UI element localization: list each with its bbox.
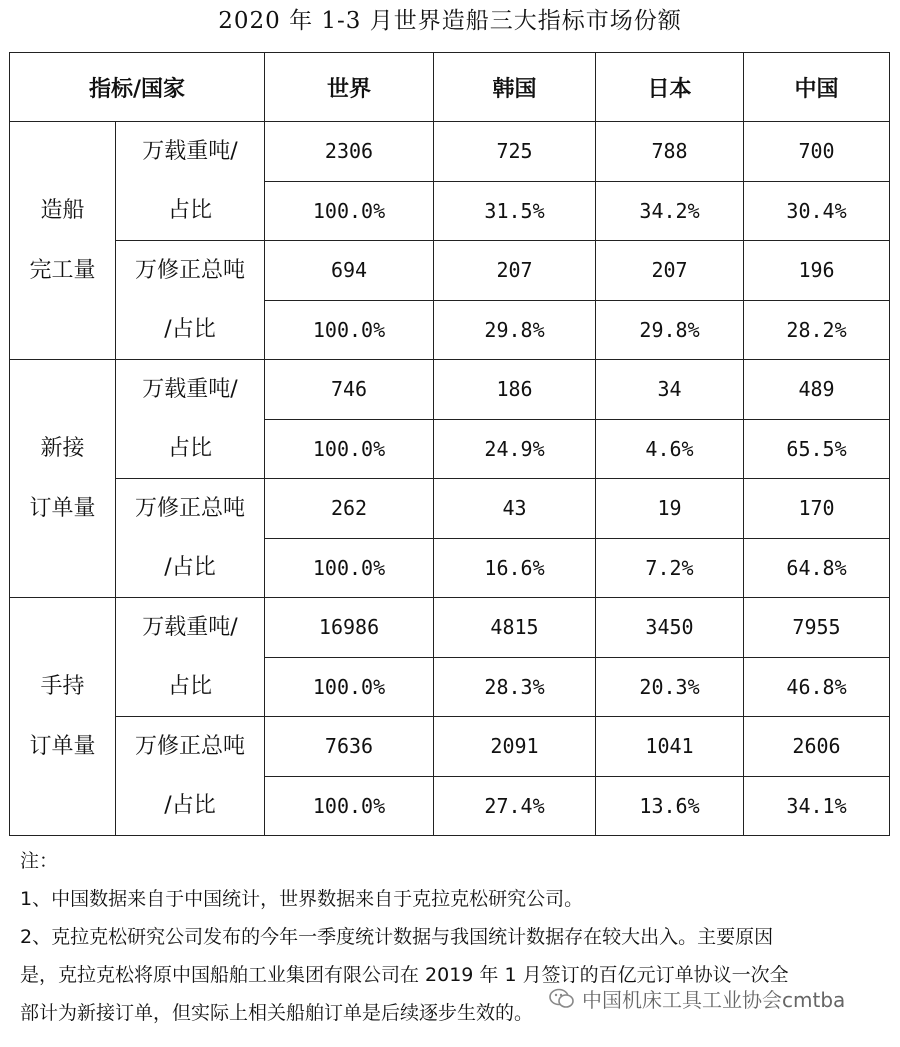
value-cell: 16986 xyxy=(265,598,434,658)
unit-label: /占比 xyxy=(164,317,216,342)
share-cell: 13.6% xyxy=(596,776,744,836)
value-cell: 4815 xyxy=(434,598,596,658)
notes-heading: 注： xyxy=(20,850,59,872)
unit-label: 万载重吨/ xyxy=(142,139,238,164)
indicator-label: 造船 xyxy=(40,197,85,223)
value-cell: 489 xyxy=(744,360,890,420)
unit-cell xyxy=(116,360,265,479)
indicator-label: 手持 xyxy=(40,673,85,699)
unit-label: 万载重吨/ xyxy=(142,615,238,640)
share-cell: 27.4% xyxy=(434,776,596,836)
note-line: 2、克拉克松研究公司发布的今年一季度统计数据与我国统计数据存在较大出入。主要原因 xyxy=(20,926,774,948)
indicator-label: 订单量 xyxy=(29,733,96,759)
value-cell: 1041 xyxy=(596,717,744,777)
table-row xyxy=(10,717,890,777)
header-indicator-country: 指标/国家 xyxy=(10,53,265,122)
wechat-logo-icon xyxy=(548,985,576,1013)
share-cell: 28.2% xyxy=(744,300,890,360)
table-row xyxy=(10,122,890,182)
value-cell: 725 xyxy=(434,122,596,182)
value-cell: 186 xyxy=(434,360,596,420)
unit-cell xyxy=(116,241,265,360)
unit-cell xyxy=(116,122,265,241)
unit-cell xyxy=(116,479,265,598)
share-cell: 24.9% xyxy=(434,419,596,479)
value-cell: 196 xyxy=(744,241,890,301)
share-cell: 29.8% xyxy=(434,300,596,360)
share-cell: 34.1% xyxy=(744,776,890,836)
table-header-row xyxy=(10,53,890,122)
table-row xyxy=(10,479,890,539)
indicator-cell xyxy=(10,360,116,598)
header-world: 世界 xyxy=(265,53,434,122)
value-cell: 207 xyxy=(596,241,744,301)
value-cell: 700 xyxy=(744,122,890,182)
share-cell: 4.6% xyxy=(596,419,744,479)
share-cell: 46.8% xyxy=(744,657,890,717)
value-cell: 19 xyxy=(596,479,744,539)
watermark-text: 中国机床工具工业协会cmtba xyxy=(582,988,846,1012)
value-cell: 262 xyxy=(265,479,434,539)
table-row xyxy=(10,360,890,420)
share-cell: 100.0% xyxy=(265,419,434,479)
unit-label: 万载重吨/ xyxy=(142,377,238,402)
value-cell: 746 xyxy=(265,360,434,420)
value-cell: 3450 xyxy=(596,598,744,658)
unit-cell xyxy=(116,598,265,717)
market-share-table xyxy=(9,52,890,836)
unit-label: 占比 xyxy=(168,436,213,461)
value-cell: 207 xyxy=(434,241,596,301)
value-cell: 7636 xyxy=(265,717,434,777)
value-cell: 34 xyxy=(596,360,744,420)
share-cell: 31.5% xyxy=(434,181,596,241)
note-line: 部计为新接订单，但实际上相关船舶订单是后续逐步生效的。 xyxy=(20,1002,534,1024)
watermark xyxy=(548,984,845,1013)
value-cell: 694 xyxy=(265,241,434,301)
value-cell: 2091 xyxy=(434,717,596,777)
unit-label: 万修正总吨 xyxy=(135,258,246,283)
indicator-label: 完工量 xyxy=(29,257,96,283)
share-cell: 65.5% xyxy=(744,419,890,479)
share-cell: 7.2% xyxy=(596,538,744,598)
header-korea: 韩国 xyxy=(434,53,596,122)
unit-label: 占比 xyxy=(168,198,213,223)
share-cell: 64.8% xyxy=(744,538,890,598)
unit-label: /占比 xyxy=(164,555,216,580)
value-cell: 43 xyxy=(434,479,596,539)
share-cell: 16.6% xyxy=(434,538,596,598)
unit-label: /占比 xyxy=(164,793,216,818)
indicator-label: 新接 xyxy=(40,435,85,461)
share-cell: 100.0% xyxy=(265,538,434,598)
unit-label: 占比 xyxy=(168,674,213,699)
unit-label: 万修正总吨 xyxy=(135,734,246,759)
share-cell: 100.0% xyxy=(265,181,434,241)
share-cell: 29.8% xyxy=(596,300,744,360)
value-cell: 7955 xyxy=(744,598,890,658)
table-row xyxy=(10,598,890,658)
share-cell: 28.3% xyxy=(434,657,596,717)
unit-cell xyxy=(116,717,265,836)
indicator-cell xyxy=(10,598,116,836)
value-cell: 2306 xyxy=(265,122,434,182)
share-cell: 100.0% xyxy=(265,776,434,836)
header-japan: 日本 xyxy=(596,53,744,122)
note-line: 是，克拉克松将原中国船舶工业集团有限公司在 2019 年 1 月签订的百亿元订单协议一次全 xyxy=(20,964,789,986)
header-china: 中国 xyxy=(744,53,890,122)
share-cell: 30.4% xyxy=(744,181,890,241)
share-cell: 100.0% xyxy=(265,300,434,360)
page-title: 2020 年 1-3 月世界造船三大指标市场份额 xyxy=(218,8,682,34)
table-row xyxy=(10,241,890,301)
share-cell: 20.3% xyxy=(596,657,744,717)
value-cell: 2606 xyxy=(744,717,890,777)
unit-label: 万修正总吨 xyxy=(135,496,246,521)
share-cell: 100.0% xyxy=(265,657,434,717)
note-line: 1、中国数据来自于中国统计，世界数据来自于克拉克松研究公司。 xyxy=(20,888,584,910)
share-cell: 34.2% xyxy=(596,181,744,241)
indicator-cell xyxy=(10,122,116,360)
value-cell: 788 xyxy=(596,122,744,182)
indicator-label: 订单量 xyxy=(29,495,96,521)
value-cell: 170 xyxy=(744,479,890,539)
